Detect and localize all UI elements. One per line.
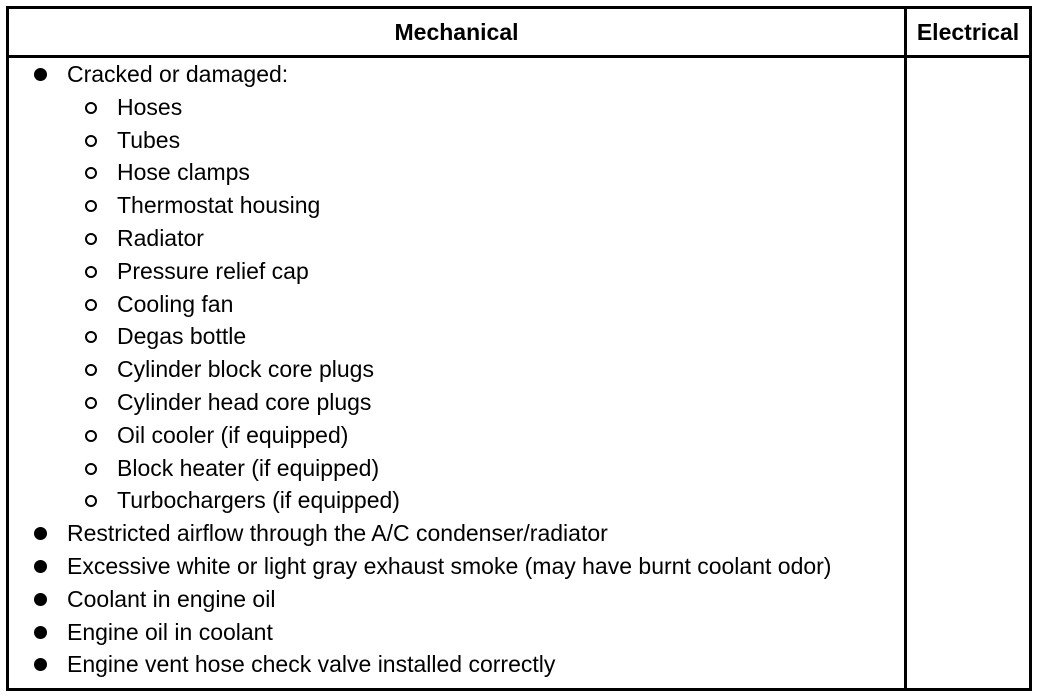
list-item: [9, 517, 904, 550]
open-bullet-icon: [85, 299, 97, 311]
mechanical-list: [9, 58, 904, 681]
column-divider: [904, 9, 907, 688]
sub-list-item: [9, 288, 904, 321]
sub-list-item: [9, 189, 904, 222]
sub-list-item: [9, 320, 904, 353]
sub-list-item-label: Oil cooler (if equipped): [117, 421, 349, 448]
table-header-row: [9, 9, 1029, 58]
sub-list-item-label: Cylinder head core plugs: [117, 388, 372, 415]
sub-list-item-label: Hoses: [117, 93, 183, 120]
sub-list-item-label: Cylinder block core plugs: [117, 356, 374, 383]
sub-list-item-label: Thermostat housing: [117, 192, 321, 219]
open-bullet-icon: [85, 463, 97, 475]
electrical-header: Electrical: [916, 18, 1020, 45]
list-item-label: Restricted airflow through the A/C condenser/radiator: [67, 520, 608, 547]
sub-list-item: [9, 452, 904, 485]
sub-list-item-label: Cooling fan: [117, 290, 234, 317]
bullet-icon: [34, 560, 47, 573]
open-bullet-icon: [85, 200, 97, 212]
sub-list-item: [9, 484, 904, 517]
inspection-table: [6, 6, 1032, 691]
open-bullet-icon: [85, 135, 97, 147]
sub-list-item: [9, 91, 904, 124]
sub-list-item: [9, 353, 904, 386]
open-bullet-icon: [85, 266, 97, 278]
sub-list-item: [9, 156, 904, 189]
sub-list-item: [9, 255, 904, 288]
open-bullet-icon: [85, 167, 97, 179]
open-bullet-icon: [85, 430, 97, 442]
bullet-icon: [34, 593, 47, 606]
sub-list-item: [9, 222, 904, 255]
list-item-label: Engine vent hose check valve installed correctly: [67, 651, 556, 678]
list-item: [9, 616, 904, 649]
sub-list-item-label: Tubes: [117, 126, 181, 153]
bullet-icon: [34, 658, 47, 671]
list-item-label: Cracked or damaged:: [67, 61, 289, 87]
list-item: [9, 648, 904, 681]
list-item-cracked-or-damaged: [9, 58, 904, 91]
open-bullet-icon: [85, 233, 97, 245]
list-item-label: Coolant in engine oil: [67, 585, 276, 612]
list-item-label: Excessive white or light gray exhaust smoke (may have burnt coolant odor): [67, 552, 832, 579]
list-item: [9, 583, 904, 616]
sub-list-item-label: Radiator: [117, 224, 204, 251]
sub-list-item-label: Turbochargers (if equipped): [117, 487, 400, 514]
sub-list-item-label: Pressure relief cap: [117, 257, 309, 284]
open-bullet-icon: [85, 331, 97, 343]
open-bullet-icon: [85, 495, 97, 507]
sub-list-item-label: Hose clamps: [117, 159, 250, 186]
mechanical-cell: [9, 58, 904, 681]
list-item-label: Engine oil in coolant: [67, 618, 273, 645]
bullet-icon: [34, 68, 47, 81]
open-bullet-icon: [85, 364, 97, 376]
list-item: [9, 550, 904, 583]
sub-list-item-label: Degas bottle: [117, 323, 247, 350]
sub-list-item: [9, 124, 904, 157]
bullet-icon: [34, 527, 47, 540]
sub-list-item: [9, 386, 904, 419]
open-bullet-icon: [85, 397, 97, 409]
open-bullet-icon: [85, 102, 97, 114]
bullet-icon: [34, 626, 47, 639]
mechanical-header: Mechanical: [394, 18, 519, 45]
sub-list-item-label: Block heater (if equipped): [117, 454, 380, 481]
sub-list-item: [9, 419, 904, 452]
